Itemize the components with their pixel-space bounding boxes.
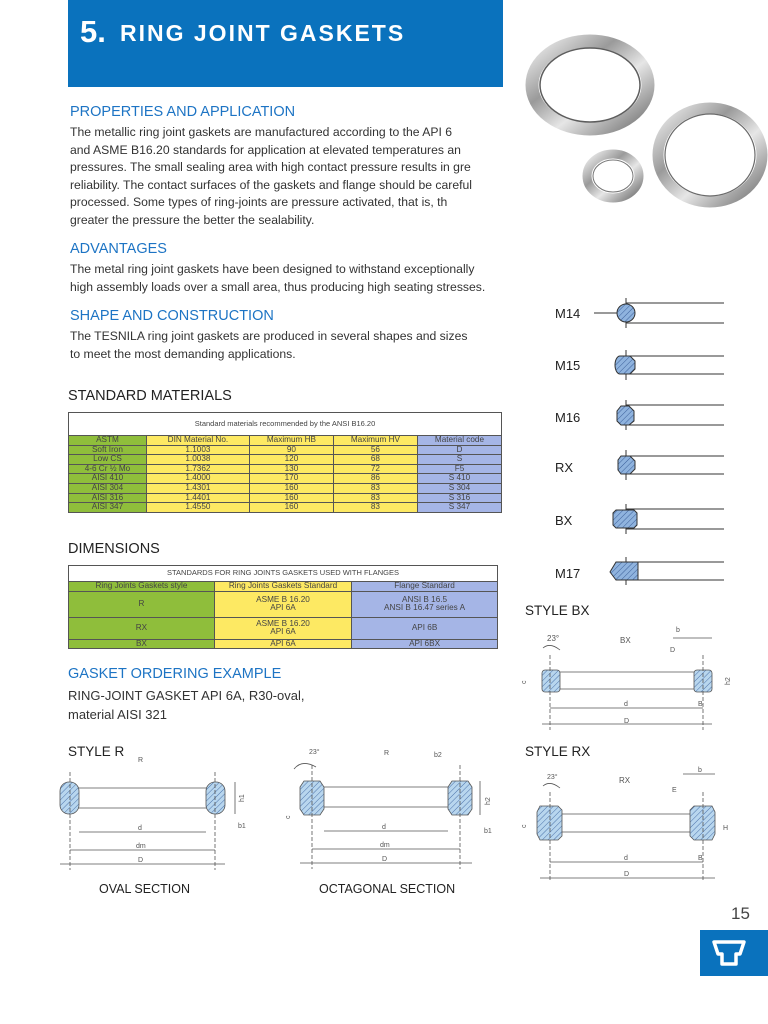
table-cell: 68 xyxy=(333,455,417,465)
table-cell: Low CS xyxy=(69,455,147,465)
materials-col-header: Maximum HV xyxy=(333,436,417,446)
ordering-line: material AISI 321 xyxy=(68,707,167,722)
style-r-title: STYLE R xyxy=(68,744,125,759)
materials-col-header: Material code xyxy=(417,436,501,446)
angle-label: 23° xyxy=(547,774,558,781)
brand-tab xyxy=(700,930,768,976)
materials-caption: Standard materials recommended by the ANSI B16.20 xyxy=(69,413,502,436)
table-row xyxy=(69,483,502,493)
table-cell: S 316 xyxy=(417,493,501,503)
table-cell: 170 xyxy=(249,474,333,484)
dimensions-col-header: Flange Standard xyxy=(352,582,498,592)
table-cell: 1.4550 xyxy=(146,503,249,513)
table-cell: Soft Iron xyxy=(69,445,147,455)
dimensions-heading: DIMENSIONS xyxy=(68,541,160,557)
table-cell: 1.0038 xyxy=(146,455,249,465)
profile-label-m15: M15 xyxy=(555,358,581,373)
table-cell: 160 xyxy=(249,493,333,503)
page-number: 15 xyxy=(731,904,750,923)
profile-shapes xyxy=(594,290,734,595)
dimensions-caption: STANDARDS FOR RING JOINTS GASKETS USED WITH FLANGES xyxy=(69,566,498,582)
octagonal-section-caption: OCTAGONAL SECTION xyxy=(319,882,456,896)
table-row xyxy=(69,591,498,617)
B-label: B xyxy=(698,701,703,708)
dimensions-col-header: Ring Joints Gaskets style xyxy=(69,582,215,592)
table-row xyxy=(69,639,498,649)
table-cell: API 6B xyxy=(352,617,498,639)
advantages-line: high assembly loads over a small area, thus producing high seating stresses. xyxy=(70,279,486,294)
h2-label: h2 xyxy=(725,677,732,685)
m16-profile xyxy=(617,400,724,430)
b2-label: b2 xyxy=(434,752,442,759)
table-cell: D xyxy=(417,445,501,455)
b1-label: b1 xyxy=(238,823,246,830)
B-label: B xyxy=(698,855,703,862)
d-label: d xyxy=(138,825,142,832)
table-cell: RX xyxy=(69,617,215,639)
style-bx-title: STYLE BX xyxy=(525,603,590,618)
style-bx-diagram xyxy=(518,620,748,735)
materials-col-header: DIN Material No. xyxy=(146,436,249,446)
profile-label-rx: RX xyxy=(555,460,574,475)
c-label: c xyxy=(285,815,292,819)
shape-text xyxy=(70,328,510,363)
table-cell: AISI 347 xyxy=(69,503,147,513)
ring-gaskets-photo xyxy=(520,30,768,220)
H-label: H xyxy=(723,825,729,832)
shape-heading: SHAPE AND CONSTRUCTION xyxy=(70,308,274,324)
table-cell: 120 xyxy=(249,455,333,465)
table-cell: ASME B 16.20 API 6A xyxy=(214,617,351,639)
materials-heading: STANDARD MATERIALS xyxy=(68,388,232,404)
properties-text xyxy=(70,124,510,229)
table-cell: 4-6 Cr ½ Mo xyxy=(69,464,147,474)
profile-label-m16: M16 xyxy=(555,410,581,425)
table-cell: 56 xyxy=(333,445,417,455)
b-label: b xyxy=(676,627,680,634)
table-cell: BX xyxy=(69,639,215,649)
table-cell: 83 xyxy=(333,483,417,493)
table-cell: 86 xyxy=(333,474,417,484)
angle-label: 23° xyxy=(309,749,320,756)
b-label: b xyxy=(698,767,702,774)
bx-label: BX xyxy=(620,636,631,645)
oval-section-caption: OVAL SECTION xyxy=(99,882,190,896)
ordering-text xyxy=(68,686,304,724)
dm-label: dm xyxy=(380,842,390,849)
profile-label-bx: BX xyxy=(555,513,573,528)
table-cell: ASME B 16.20 API 6A xyxy=(214,591,351,617)
c-label: c xyxy=(521,680,528,684)
gasket-logo-icon xyxy=(700,930,768,976)
table-cell: F5 xyxy=(417,464,501,474)
table-cell: 83 xyxy=(333,503,417,513)
D-label: D xyxy=(624,871,630,878)
table-cell: 160 xyxy=(249,503,333,513)
shape-line: The TESNILA ring joint gaskets are produced in several shapes and sizes xyxy=(70,329,468,343)
shape-line: to meet the most demanding applications. xyxy=(70,346,296,361)
advantages-heading: ADVANTAGES xyxy=(70,241,167,257)
m15-profile xyxy=(615,350,724,380)
profile-label-m17: M17 xyxy=(555,566,581,581)
table-cell: 1.4000 xyxy=(146,474,249,484)
table-cell: API 6BX xyxy=(352,639,498,649)
rx-label: RX xyxy=(619,776,631,785)
properties-line: and ASME B16.20 standards for application at elevated temperatures an xyxy=(70,142,461,157)
table-cell: AISI 304 xyxy=(69,483,147,493)
properties-line: processed. Some types of ring-joints are pressure activated, that is, th xyxy=(70,195,448,209)
materials-col-header: Maximum HB xyxy=(249,436,333,446)
D-label: D xyxy=(138,857,144,864)
table-row xyxy=(69,503,502,513)
table-cell: ANSI B 16.5 ANSI B 16.47 series A xyxy=(352,591,498,617)
d-label: d xyxy=(382,824,386,831)
table-cell: AISI 410 xyxy=(69,474,147,484)
table-row xyxy=(69,455,502,465)
style-r-octagonal-diagram xyxy=(282,745,500,875)
h2-label: h2 xyxy=(485,797,492,805)
advantages-line: The metal ring joint gaskets have been designed to withstand exceptionally xyxy=(70,262,475,276)
advantages-text xyxy=(70,261,510,296)
h1-label: h1 xyxy=(239,794,246,802)
table-cell: 72 xyxy=(333,464,417,474)
m17-profile xyxy=(610,557,724,585)
table-row xyxy=(69,617,498,639)
style-r-oval-diagram xyxy=(40,752,280,874)
ordering-heading: GASKET ORDERING EXAMPLE xyxy=(68,666,282,682)
table-cell: S 347 xyxy=(417,503,501,513)
rx-profile xyxy=(618,450,724,480)
table-cell: 1.4401 xyxy=(146,493,249,503)
chapter-number: 5. xyxy=(80,14,106,49)
table-cell: 83 xyxy=(333,493,417,503)
chapter-header xyxy=(68,0,503,87)
dm-label: dm xyxy=(136,843,146,850)
table-cell: 1.7362 xyxy=(146,464,249,474)
profile-label-m14: M14 xyxy=(555,306,581,321)
table-cell: S 304 xyxy=(417,483,501,493)
style-rx-diagram xyxy=(518,762,748,887)
c-label: c xyxy=(521,824,528,828)
table-cell: R xyxy=(69,591,215,617)
ordering-line: RING-JOINT GASKET API 6A, R30-oval, xyxy=(68,688,305,703)
R-label: R xyxy=(138,757,144,764)
chapter-title: RING JOINT GASKETS xyxy=(120,20,406,46)
properties-heading: PROPERTIES AND APPLICATION xyxy=(70,104,296,120)
properties-line: The metallic ring joint gaskets are manufactured according to the API 6 xyxy=(70,125,453,139)
table-cell: S 410 xyxy=(417,474,501,484)
d-label: d xyxy=(624,701,628,708)
dimensions-col-header: Ring Joints Gaskets Standard xyxy=(214,582,351,592)
properties-line: greater the pressure the better the sealability. xyxy=(70,212,315,227)
table-cell: AISI 316 xyxy=(69,493,147,503)
materials-table xyxy=(68,412,502,513)
m14-profile xyxy=(594,298,724,328)
table-cell: 160 xyxy=(249,483,333,493)
table-cell: API 6A xyxy=(214,639,351,649)
properties-line: pressures. The small sealing area with high contact pressure results in gre xyxy=(70,160,471,174)
bx-profile xyxy=(613,504,724,534)
properties-line: reliability. The contact surfaces of the gaskets and flange should be careful xyxy=(70,177,472,192)
d-label: d xyxy=(624,855,628,862)
style-rx-title: STYLE RX xyxy=(525,744,591,759)
E-label: E xyxy=(672,787,677,794)
b1-label: b1 xyxy=(484,828,492,835)
dimensions-table xyxy=(68,565,498,649)
table-cell: S xyxy=(417,455,501,465)
D-label: D xyxy=(670,647,676,654)
table-cell: 90 xyxy=(249,445,333,455)
R-label: R xyxy=(384,750,390,757)
table-cell: 130 xyxy=(249,464,333,474)
D-label: D xyxy=(624,718,630,725)
materials-col-header: ASTM xyxy=(69,436,147,446)
table-cell: 1.1003 xyxy=(146,445,249,455)
angle-label: 23° xyxy=(547,634,560,643)
D-label: D xyxy=(382,856,388,863)
table-cell: 1.4301 xyxy=(146,483,249,493)
